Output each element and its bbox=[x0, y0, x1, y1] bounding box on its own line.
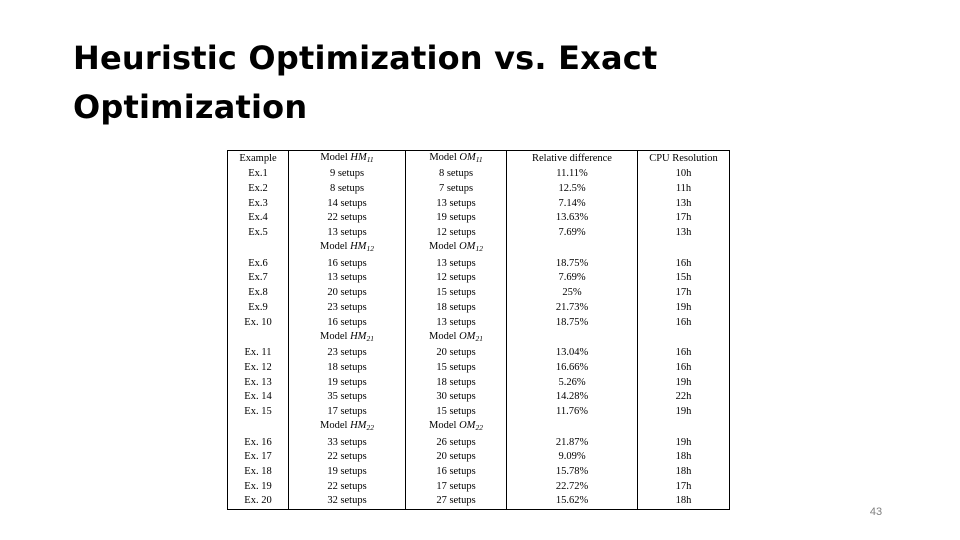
cell-om-setups: 20 setups bbox=[406, 450, 507, 465]
cell-hm-setups: 9 setups bbox=[289, 167, 406, 182]
cell-hm-setups: 8 setups bbox=[289, 182, 406, 197]
cell-hm-setups: 13 setups bbox=[289, 271, 406, 286]
cell-relative-difference: 7.69% bbox=[507, 226, 638, 241]
cell-relative-difference: 15.78% bbox=[507, 465, 638, 480]
cell-cpu-resolution: 13h bbox=[675, 227, 692, 239]
table-header-row bbox=[228, 151, 730, 168]
cell-om-setups: 18 setups bbox=[406, 301, 507, 316]
table-row bbox=[228, 361, 730, 376]
cell-example: Ex. 19 bbox=[228, 479, 289, 494]
cell-om-model-label bbox=[406, 240, 507, 256]
cell-cpu-resolution: 17h bbox=[675, 212, 692, 224]
cell-hm-setups: 22 setups bbox=[289, 450, 406, 465]
cell-hm-setups: 23 setups bbox=[289, 346, 406, 361]
cell-relative-difference bbox=[507, 419, 638, 435]
cell-cpu-resolution: 10h bbox=[675, 168, 692, 180]
om-model-subscript: 22 bbox=[475, 423, 483, 433]
cell-hm-setups: 33 setups bbox=[289, 435, 406, 450]
cell-hm-setups: 18 setups bbox=[289, 361, 406, 376]
hm-model-prefix: Model bbox=[320, 330, 351, 342]
cell-example: Ex.3 bbox=[228, 196, 289, 211]
hm-model-prefix: Model bbox=[320, 420, 351, 432]
cell-example: Ex. 13 bbox=[228, 375, 289, 390]
cell-relative-difference: 5.26% bbox=[507, 375, 638, 390]
table-row bbox=[228, 435, 730, 450]
slide-title: Heuristic Optimization vs. Exact Optimization bbox=[73, 39, 658, 126]
cell-relative-difference: 11.76% bbox=[507, 405, 638, 420]
cell-cpu-resolution: 11h bbox=[675, 183, 692, 195]
cell-om-setups: 13 setups bbox=[406, 256, 507, 271]
cell-cpu-resolution bbox=[638, 330, 730, 346]
cell-cpu-resolution: 18h bbox=[675, 451, 692, 463]
cell-om-setups: 18 setups bbox=[406, 375, 507, 390]
cell-example: Ex. 12 bbox=[228, 361, 289, 376]
table-row bbox=[228, 182, 730, 197]
cell-hm-setups: 22 setups bbox=[289, 479, 406, 494]
cell-cpu-resolution bbox=[638, 240, 730, 256]
cell-relative-difference: 25% bbox=[507, 286, 638, 301]
cell-cpu-resolution: 19h bbox=[675, 301, 692, 313]
cell-example: Ex. 18 bbox=[228, 465, 289, 480]
cell-hm-setups: 32 setups bbox=[289, 494, 406, 509]
cell-hm-model-label bbox=[289, 419, 406, 435]
cell-hm-setups: 35 setups bbox=[289, 390, 406, 405]
header-relative-difference: Relative difference bbox=[507, 151, 638, 168]
cell-cpu-resolution: 16h bbox=[675, 316, 692, 328]
cell-om-setups: 13 setups bbox=[406, 315, 507, 330]
cell-om-setups: 26 setups bbox=[406, 435, 507, 450]
cell-example: Ex. 17 bbox=[228, 450, 289, 465]
cell-relative-difference: 16.66% bbox=[507, 361, 638, 376]
table-row bbox=[228, 301, 730, 316]
hm-model-prefix: Model bbox=[320, 241, 351, 253]
model-group-row bbox=[228, 330, 730, 346]
header-hm-subscript: 11 bbox=[366, 155, 374, 164]
hm-model-name: HM bbox=[350, 330, 367, 342]
table-row bbox=[228, 405, 730, 420]
results-table-body bbox=[228, 151, 730, 510]
cell-example bbox=[228, 240, 289, 256]
header-om-prefix: Model bbox=[429, 152, 460, 163]
cell-example bbox=[228, 419, 289, 435]
header-cpu-resolution: CPU Resolution bbox=[649, 153, 718, 164]
cell-om-setups: 20 setups bbox=[406, 346, 507, 361]
cell-hm-setups: 19 setups bbox=[289, 375, 406, 390]
cell-cpu-resolution: 18h bbox=[675, 495, 692, 507]
cell-relative-difference: 18.75% bbox=[507, 256, 638, 271]
cell-relative-difference: 12.5% bbox=[507, 182, 638, 197]
cell-hm-setups: 16 setups bbox=[289, 256, 406, 271]
header-hm-model-name: HM bbox=[350, 152, 367, 163]
om-model-name: OM bbox=[459, 241, 476, 253]
cell-om-setups: 12 setups bbox=[406, 226, 507, 241]
page-number: 43 bbox=[869, 506, 883, 518]
cell-example: Ex.7 bbox=[228, 271, 289, 286]
cell-om-setups: 13 setups bbox=[406, 196, 507, 211]
cell-hm-setups: 17 setups bbox=[289, 405, 406, 420]
hm-model-name: HM bbox=[350, 420, 367, 432]
table-row bbox=[228, 494, 730, 509]
cell-hm-setups: 20 setups bbox=[289, 286, 406, 301]
cell-relative-difference: 18.75% bbox=[507, 315, 638, 330]
cell-example: Ex.6 bbox=[228, 256, 289, 271]
cell-relative-difference bbox=[507, 240, 638, 256]
table-row bbox=[228, 226, 730, 241]
om-model-name: OM bbox=[459, 330, 476, 342]
om-model-prefix: Model bbox=[429, 420, 460, 432]
cell-relative-difference: 13.63% bbox=[507, 211, 638, 226]
cell-om-setups: 8 setups bbox=[406, 167, 507, 182]
cell-example: Ex. 11 bbox=[228, 346, 289, 361]
cell-relative-difference: 7.69% bbox=[507, 271, 638, 286]
om-model-subscript: 12 bbox=[475, 244, 483, 254]
cell-om-setups: 16 setups bbox=[406, 465, 507, 480]
table-row bbox=[228, 390, 730, 405]
hm-model-subscript: 12 bbox=[366, 244, 374, 254]
cell-hm-setups: 13 setups bbox=[289, 226, 406, 241]
om-model-name: OM bbox=[459, 420, 476, 432]
cell-example: Ex.4 bbox=[228, 211, 289, 226]
table-row bbox=[228, 465, 730, 480]
cell-example: Ex. 15 bbox=[228, 405, 289, 420]
om-model-prefix: Model bbox=[429, 241, 460, 253]
cell-relative-difference: 9.09% bbox=[507, 450, 638, 465]
cell-cpu-resolution: 17h bbox=[675, 287, 692, 299]
cell-cpu-resolution: 19h bbox=[675, 436, 692, 448]
cell-example: Ex. 16 bbox=[228, 435, 289, 450]
cell-om-setups: 12 setups bbox=[406, 271, 507, 286]
cell-example: Ex.1 bbox=[228, 167, 289, 182]
table-row bbox=[228, 479, 730, 494]
cell-cpu-resolution: 16h bbox=[675, 257, 692, 269]
cell-example: Ex.5 bbox=[228, 226, 289, 241]
table-row bbox=[228, 450, 730, 465]
table-row bbox=[228, 286, 730, 301]
cell-example: Ex.9 bbox=[228, 301, 289, 316]
cell-example: Ex.2 bbox=[228, 182, 289, 197]
table-row bbox=[228, 315, 730, 330]
cell-om-setups: 17 setups bbox=[406, 479, 507, 494]
om-model-prefix: Model bbox=[429, 330, 460, 342]
cell-cpu-resolution: 15h bbox=[675, 272, 692, 284]
table-row bbox=[228, 167, 730, 182]
cell-relative-difference: 22.72% bbox=[507, 479, 638, 494]
cell-om-setups: 15 setups bbox=[406, 361, 507, 376]
header-hm-prefix: Model bbox=[320, 152, 351, 163]
cell-om-model-label bbox=[406, 419, 507, 435]
cell-om-setups: 27 setups bbox=[406, 494, 507, 509]
cell-example: Ex.8 bbox=[228, 286, 289, 301]
header-om-model-name: OM bbox=[459, 152, 476, 163]
header-example: Example bbox=[228, 151, 289, 168]
cell-relative-difference: 14.28% bbox=[507, 390, 638, 405]
results-table bbox=[227, 150, 730, 510]
cell-hm-model-label bbox=[289, 330, 406, 346]
cell-hm-setups: 23 setups bbox=[289, 301, 406, 316]
cell-cpu-resolution: 22h bbox=[675, 391, 692, 403]
cell-hm-setups: 16 setups bbox=[289, 315, 406, 330]
hm-model-subscript: 22 bbox=[366, 423, 374, 433]
cell-relative-difference: 21.87% bbox=[507, 435, 638, 450]
table-row bbox=[228, 256, 730, 271]
cell-example: Ex. 14 bbox=[228, 390, 289, 405]
table-row bbox=[228, 346, 730, 361]
cell-hm-setups: 22 setups bbox=[289, 211, 406, 226]
cell-cpu-resolution: 16h bbox=[675, 361, 692, 373]
cell-cpu-resolution: 19h bbox=[675, 405, 692, 417]
cell-hm-setups: 19 setups bbox=[289, 465, 406, 480]
header-om-subscript: 11 bbox=[475, 155, 483, 164]
cell-om-model-label bbox=[406, 330, 507, 346]
cell-cpu-resolution: 13h bbox=[675, 197, 692, 209]
table-row bbox=[228, 271, 730, 286]
cell-cpu-resolution: 17h bbox=[675, 480, 692, 492]
header-om-model bbox=[406, 151, 507, 168]
cell-hm-setups: 14 setups bbox=[289, 196, 406, 211]
cell-cpu-resolution: 16h bbox=[675, 347, 692, 359]
cell-hm-model-label bbox=[289, 240, 406, 256]
cell-relative-difference: 13.04% bbox=[507, 346, 638, 361]
cell-om-setups: 15 setups bbox=[406, 286, 507, 301]
cell-relative-difference: 11.11% bbox=[507, 167, 638, 182]
cell-relative-difference bbox=[507, 330, 638, 346]
cell-example: Ex. 10 bbox=[228, 315, 289, 330]
cell-om-setups: 15 setups bbox=[406, 405, 507, 420]
cell-relative-difference: 15.62% bbox=[507, 494, 638, 509]
table-row bbox=[228, 196, 730, 211]
om-model-subscript: 21 bbox=[475, 333, 483, 343]
cell-cpu-resolution: 19h bbox=[675, 376, 692, 388]
model-group-row bbox=[228, 240, 730, 256]
hm-model-subscript: 21 bbox=[366, 333, 374, 343]
hm-model-name: HM bbox=[350, 241, 367, 253]
cell-om-setups: 30 setups bbox=[406, 390, 507, 405]
table-row bbox=[228, 211, 730, 226]
cell-cpu-resolution bbox=[638, 419, 730, 435]
header-hm-model bbox=[289, 151, 406, 168]
cell-om-setups: 7 setups bbox=[406, 182, 507, 197]
model-group-row bbox=[228, 419, 730, 435]
cell-cpu-resolution: 18h bbox=[675, 466, 692, 478]
table-row bbox=[228, 375, 730, 390]
cell-relative-difference: 7.14% bbox=[507, 196, 638, 211]
cell-example bbox=[228, 330, 289, 346]
cell-relative-difference: 21.73% bbox=[507, 301, 638, 316]
cell-example: Ex. 20 bbox=[228, 494, 289, 509]
cell-om-setups: 19 setups bbox=[406, 211, 507, 226]
